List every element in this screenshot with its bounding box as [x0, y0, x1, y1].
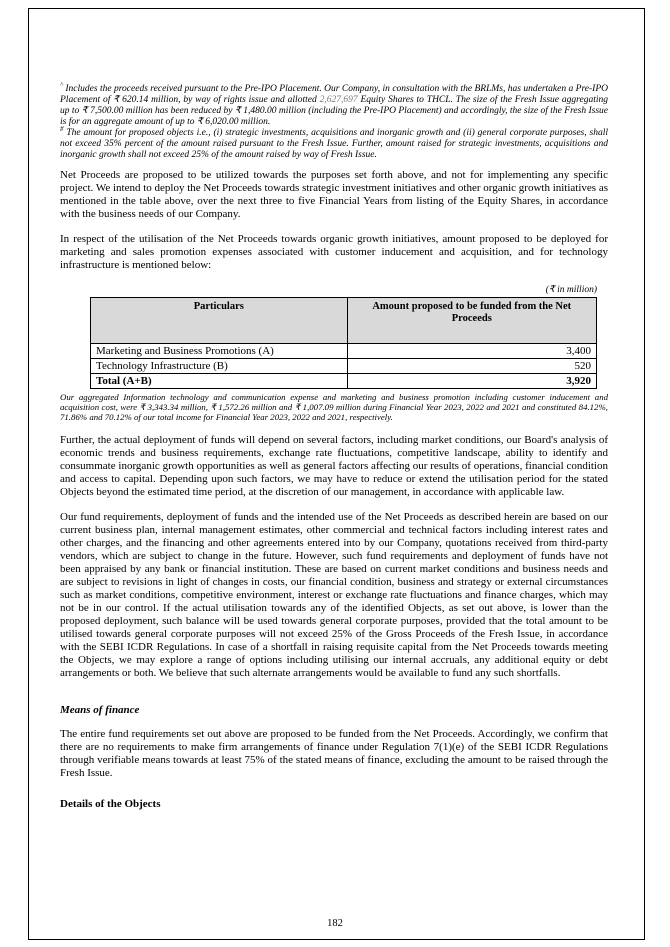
- heading-details-of-objects: Details of the Objects: [60, 798, 161, 810]
- net-proceeds-table: [90, 297, 597, 389]
- equity-shares-count: 2,627,697: [319, 95, 358, 105]
- table-unit-note: (₹ in million): [545, 285, 597, 295]
- paragraph-means-of-finance: The entire fund requirements set out above are proposed to be funded from the Net Proceeds. Accordingly, we confirm that there are no requirements to make firm arrangements of finance under Regulation 7(1)(e) of the SEBI ICDR Regulations through verifiable means towards at least 75% of the stated means of finance, excluding the amount to be raised through the Fresh Issue.: [60, 728, 608, 779]
- row-label-technology: Technology Infrastructure (B): [91, 359, 348, 374]
- page-number: 182: [327, 918, 343, 929]
- column-header-amount: Amount proposed to be funded from the Net Proceeds: [347, 298, 596, 344]
- table-row: [91, 359, 597, 374]
- footnote-hash-marker: #: [60, 124, 64, 133]
- paragraph-organic-growth-intro: In respect of the utilisation of the Net Proceeds towards organic growth initiatives, amount proposed to be deployed for marketing and sales promotion expenses associated with customer inducement and acquisition, and for technology infrastructure is mentioned below:: [60, 233, 608, 271]
- footnote-text-continued: Equity Shares to THCL. The size of the Fresh Issue aggregating up to ₹ 7,500.00 million has been reduced by ₹ 1,480.00 million (including the Pre-IPO Placement) and accordingly, the size of the Fresh Issue is for an aggregate amount of up to ₹ 6,020.00 million.: [60, 95, 608, 127]
- footnote-pre-ipo-placement: [60, 80, 608, 128]
- column-header-particulars: Particulars: [91, 298, 348, 344]
- row-label-marketing: Marketing and Business Promotions (A): [91, 344, 348, 359]
- page-content: [60, 80, 608, 810]
- table-total-row: [91, 374, 597, 389]
- table-row: [91, 344, 597, 359]
- total-label: Total (A+B): [91, 374, 348, 389]
- top-footnotes: [60, 80, 608, 161]
- total-value: 3,920: [347, 374, 596, 389]
- footnote-proposed-objects: [60, 124, 608, 161]
- paragraph-deployment-factors: Further, the actual deployment of funds will depend on several factors, including market conditions, our Board's analysis of economic trends and business requirements, exchange rate fluctuations, competitive landscape, ability to identify and consummate inorganic growth opportunities as well as general factors affecting our results of operations, financial condition and access to capital. Depending upon such factors, we may have to reduce or extend the utilisation period for the stated Objects beyond the estimated time period, at the discretion of our management, in accordance with applicable law.: [60, 434, 608, 498]
- table-header-row: [91, 298, 597, 344]
- footnote-caret-marker: ^: [60, 80, 63, 89]
- heading-means-of-finance: Means of finance: [60, 704, 140, 716]
- row-value-technology: 520: [347, 359, 596, 374]
- paragraph-fund-requirements: Our fund requirements, deployment of funds and the intended use of the Net Proceeds as described herein are based on our current business plan, internal management estimates, other commercial and technical factors including interest rates and other charges, and the financing and other agreements entered into by our Company, quotations received from third-party vendors, which are subject to change in the future. However, such fund requirements and deployment of funds have not been appraised by any bank or financial institution. These are based on current market conditions and business needs and are subject to revisions in light of changes in costs, our financial condition, business and strategy or external circumstances such as market conditions, competitive environment, interest or exchange rate fluctuations and finance charges, which may not be in our control. If the actual utilisation towards any of the identified Objects, as set out above, is lower than the proposed deployment, such balance will be used towards general corporate purposes, provided that the total amount to be utilised towards general corporate purposes will not exceed 25% of the Gross Proceeds of the Fresh Issue, in accordance with the SEBI ICDR Regulations. In case of a shortfall in raising requisite capital from the Net Proceeds towards meeting the Objects, we may explore a range of options including utilising our internal accruals, any additional equity or debt arrangements or both. We believe that such alternate arrangements would be available to fund any such shortfalls.: [60, 511, 608, 679]
- footnote-text: The amount for proposed objects i.e., (i) strategic investments, acquisitions and inorganic growth and (ii) general corporate purposes, shall not exceed 35% percent of the amount raised pursuant to the Fresh Issue. Further, amount raised for strategic investments, acquisitions and inorganic growth shall not exceed 25% of the amount raised by way of Fresh Issue.: [60, 128, 608, 160]
- row-value-marketing: 3,400: [347, 344, 596, 359]
- footnote-text: Includes the proceeds received pursuant to the Pre-IPO Placement. Our Company, in consultation with the BRLMs, has undertaken a Pre-IPO Placement of ₹ 620.14 million, by way of rights issue and allotted: [60, 84, 608, 105]
- table-footnote: Our aggregated Information technology and communication expense and marketing and business promotion including customer inducement and acquisition cost, were ₹ 3,343.34 million, ₹ 1,572.26 million and ₹ 1,007.09 million during Financial Year 2023, 2022 and 2021 and constituted 84.12%, 71.86% and 70.12% of our total income for Financial Year 2023, 2022 and 2021, respectively.: [60, 392, 608, 422]
- paragraph-net-proceeds-purpose: Net Proceeds are proposed to be utilized towards the purposes set forth above, and not for implementing any specific project. We intend to deploy the Net Proceeds towards strategic investment initiatives and other organic growth initiatives as mentioned in the table above, over the next three to five Financial Years from listing of the Equity Shares, in accordance with the business needs of our Company.: [60, 169, 608, 220]
